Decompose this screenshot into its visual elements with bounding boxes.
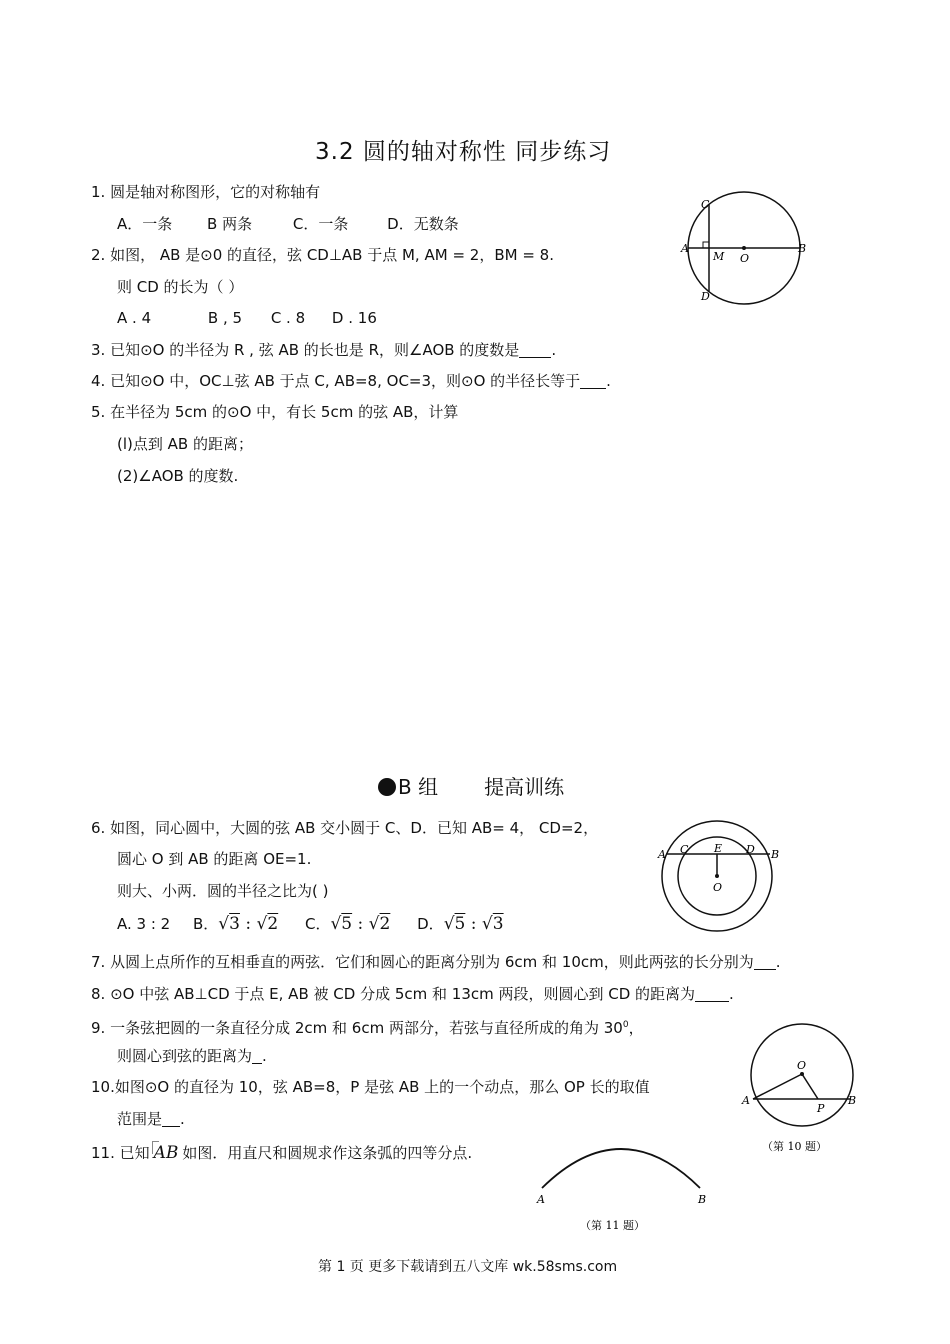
question-8 bbox=[91, 984, 734, 1004]
label-b: B bbox=[848, 1094, 857, 1107]
question-7 bbox=[91, 952, 781, 972]
section-b-label: B 组 bbox=[398, 775, 439, 799]
label-o: O bbox=[797, 1059, 807, 1072]
figure-10-caption: （第 10 题） bbox=[762, 1140, 827, 1153]
answer-blank bbox=[252, 1049, 262, 1064]
answer-blank bbox=[695, 987, 729, 1002]
option-c-value: √5 : √2 bbox=[330, 914, 391, 934]
option-b: B , 5 bbox=[207, 309, 243, 327]
center-point bbox=[715, 874, 719, 878]
question-6-stem: 6. 如图，同心圆中，大圆的弦 AB 交小圆于 C、D．已知 AB= 4， CD=2， bbox=[91, 819, 599, 837]
answer-blank bbox=[519, 343, 551, 358]
label-c: C bbox=[701, 198, 710, 211]
question-2-stem-2: 则 CD 的长为（ ） bbox=[117, 278, 244, 296]
question-2-stem: 2. 如图， AB 是⊙0 的直径，弦 CD⊥AB 于点 M, AM = 2，BM = 8. bbox=[91, 246, 554, 264]
segment-op bbox=[802, 1074, 818, 1099]
section-b-title: 提高训练 bbox=[484, 775, 565, 799]
label-d: D bbox=[746, 843, 755, 856]
question-9-end: . bbox=[262, 1047, 267, 1065]
label-b: B bbox=[798, 242, 807, 255]
label-c: C bbox=[680, 843, 689, 856]
label-a: A bbox=[681, 242, 689, 255]
question-11 bbox=[91, 1143, 472, 1163]
label-b: B bbox=[771, 848, 780, 861]
arc-ab bbox=[542, 1149, 700, 1188]
option-b: B 两条 bbox=[207, 215, 253, 233]
question-5-part-2: (2)∠AOB 的度数. bbox=[117, 467, 239, 485]
label-o: O bbox=[713, 881, 723, 894]
arc-mark-icon bbox=[152, 1141, 159, 1154]
option-d-label: D． bbox=[417, 915, 444, 933]
option-a: A. 3 : 2 bbox=[117, 915, 171, 933]
question-6-options bbox=[117, 914, 504, 934]
question-7-end: . bbox=[775, 953, 781, 971]
question-3 bbox=[91, 340, 556, 360]
question-8-end: . bbox=[729, 985, 734, 1003]
figure-11-caption: （第 11 题） bbox=[580, 1219, 645, 1232]
segment-oa bbox=[753, 1074, 802, 1099]
option-b-value: √3 : √2 bbox=[218, 914, 279, 934]
label-a: A bbox=[537, 1193, 545, 1206]
question-7-text: 7. 从圆上点所作的互相垂直的两弦．它们和圆心的距离分别为 6cm 和 10cm，则此两弦的长分别为 bbox=[91, 953, 754, 971]
question-10-stem-2 bbox=[117, 1109, 185, 1129]
option-a: A．一条 bbox=[117, 215, 173, 233]
question-4-end: . bbox=[606, 372, 611, 390]
label-m: M bbox=[713, 250, 725, 263]
question-9-stem-2 bbox=[117, 1046, 267, 1066]
question-4-text: 4. 已知⊙O 中，OC⊥弦 AB 于点 C, AB=8, OC=3，则⊙O 的半径长等于 bbox=[91, 372, 581, 390]
question-10-end: . bbox=[180, 1110, 185, 1128]
figure-q2-circle bbox=[676, 190, 812, 308]
question-10-text-2: 范围是 bbox=[117, 1110, 163, 1128]
question-9-stem bbox=[91, 1015, 644, 1038]
question-11-pre: 11. 已知 bbox=[91, 1144, 150, 1162]
answer-blank bbox=[754, 955, 776, 970]
option-d: D . 16 bbox=[331, 309, 377, 327]
label-a: A bbox=[742, 1094, 750, 1107]
question-6-stem-2: 圆心 O 到 AB 的距离 OE=1. bbox=[117, 850, 312, 868]
question-4 bbox=[91, 371, 611, 391]
question-9-text-2: 则圆心到弦的距离为 bbox=[117, 1047, 253, 1065]
label-d: D bbox=[701, 290, 710, 303]
option-b-label: B． bbox=[193, 915, 219, 933]
question-2-options bbox=[117, 308, 377, 328]
question-10-stem: 10.如图⊙O 的直径为 10，弦 AB=8，P 是弦 AB 上的一个动点，那么 OP 长的取值 bbox=[91, 1078, 650, 1096]
question-1-options bbox=[117, 214, 459, 234]
question-5-part-1: (l)点到 AB 的距离； bbox=[117, 435, 253, 453]
question-3-end: . bbox=[551, 341, 557, 359]
question-8-text: 8. ⊙O 中弦 AB⊥CD 于点 E, AB 被 CD 分成 5cm 和 13cm 两段，则圆心到 CD 的距离为 bbox=[91, 985, 696, 1003]
label-a: A bbox=[658, 848, 666, 861]
bullet-icon bbox=[378, 778, 396, 796]
center-point bbox=[800, 1072, 804, 1076]
arc-ab-symbol bbox=[150, 1143, 183, 1163]
option-c: C．一条 bbox=[292, 215, 349, 233]
label-o: O bbox=[740, 252, 750, 265]
option-d: D．无数条 bbox=[387, 215, 459, 233]
right-angle-mark bbox=[703, 242, 709, 248]
label-b: B bbox=[698, 1193, 707, 1206]
option-d-value: √5 : √3 bbox=[443, 914, 504, 934]
question-11-post: 如图．用直尺和圆规求作这条弧的四等分点. bbox=[182, 1144, 473, 1162]
page-footer: 第 1 页 更多下载请到五八文库 wk.58sms.com bbox=[318, 1259, 618, 1275]
arc-ab-label: AB bbox=[153, 1143, 179, 1163]
question-9-text: 9. 一条弦把圆的一条直径分成 2cm 和 6cm 两部分，若弦与直径所成的角为 30 bbox=[91, 1019, 623, 1037]
label-p: P bbox=[817, 1102, 825, 1115]
answer-blank bbox=[580, 374, 606, 389]
question-1-stem: 1. 圆是轴对称图形，它的对称轴有 bbox=[91, 183, 321, 201]
page-title: 3.2 圆的轴对称性 同步练习 bbox=[315, 139, 612, 165]
answer-blank bbox=[162, 1112, 180, 1127]
option-c: C . 8 bbox=[270, 309, 306, 327]
figure-q6-concentric bbox=[654, 820, 784, 934]
section-b-heading bbox=[378, 777, 564, 797]
question-5-stem: 5. 在半径为 5cm 的⊙O 中，有长 5cm 的弦 AB，计算 bbox=[91, 403, 459, 421]
question-9-tail: ， bbox=[628, 1019, 644, 1037]
figure-q10-circle bbox=[738, 1022, 868, 1156]
question-6-stem-3: 则大、小两．圆的半径之比为( ) bbox=[117, 882, 329, 900]
option-a: A . 4 bbox=[117, 309, 152, 327]
center-point bbox=[742, 246, 746, 250]
degree-superscript: 0 bbox=[622, 1020, 629, 1030]
label-e: E bbox=[714, 842, 723, 855]
option-c-label: C． bbox=[304, 915, 331, 933]
question-3-text: 3. 已知⊙O 的半径为 R , 弦 AB 的长也是 R，则∠AOB 的度数是 bbox=[91, 341, 520, 359]
figure-q11-arc bbox=[528, 1138, 728, 1238]
